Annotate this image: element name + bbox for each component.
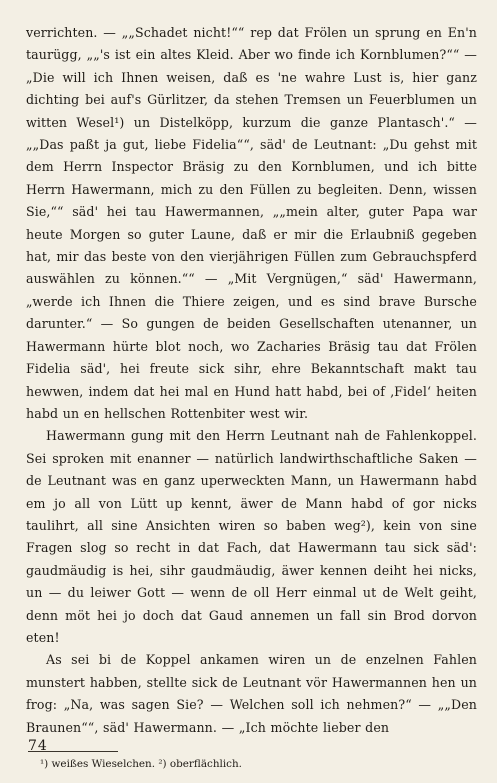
paragraph-3: As sei bi de Koppel ankamen wiren un de enzelnen Fahlen munstert habben, stellte sick de Leutnant vör Hawermannen hen un frog: „Na, was sagen Sie? — Welchen soll ich nehmen?“ — „„Den Braunen““, säd' Hawermann. — „Ich möchte lieber den [26,652,477,735]
page-number: 74 [28,738,48,754]
paragraph-2: Hawermann gung mit den Herrn Leutnant nah de Fahlenkoppel. Sei sproken mit enanner — natürlich landwirthschaftliche Saken — de Leutnant was en ganz uperweckten Mann, un Hawermann habd em jo all von Lütt up kennt, äwer de Mann habd of gor nicks taulihrt, all sine Ansichten wiren so baben weg²), kein von sine Fragen slog so recht in dat Fach, dat Hawermann tau sick säd': gaudmäudig is hei, sihr gaudmäudig, äwer kennen deiht hei nicks, un — du leiwer Gott — wenn de oll Herr einmal ut de Welt geiht, denn möt hei jo doch dat Gaud annemen un fall sin Brod dorvon eten! [26,428,477,645]
footnotes: ¹) weißes Wieselchen. ²) oberflächlich. [40,758,242,770]
paragraph-1: verrichten. — „„Schadet nicht!““ rep dat Frölen un sprung en En'n taurügg, „„'s ist ein altes Kleid. Aber wo finde ich Kornblumen?““ — „Die will ich Ihnen weisen, daß es 'ne wahre Lust is, hier ganz dichting bei auf's Gürlitzer, da stehen Tremsen un Feuerblumen un witten Wesel¹) un Distelköpp, kurzum die ganze Plantasch'.“ — „„Das paßt ja gut, liebe Fidelia““, säd' de Leutnant: „Du gehst mit dem Herrn Inspector Bräsig zu den Kornblumen, und ich bitte Herrn Hawermann, mich zu den Füllen zu begleiten. Denn, wissen Sie,““ säd' hei tau Hawermannen, „„mein alter, guter Papa war heute Morgen so guter Laune, daß er mir die Erlaubniß gegeben hat, mir das beste von den vierjährigen Füllen zum Gebrauchspferd auswählen zu können.““ — „Mit Vergnügen,“ säd' Hawermann, „werde ich Ihnen die Thiere zeigen, und es sind brave Bursche darunter.“ — So gungen de beiden Gesellschaften utenanner, un Hawermann hürte blot noch, wo Zacharies Bräsig tau dat Frölen Fidelia säd', hei freute sick sihr, ehre Bekanntschaft makt tau hewwen, indem dat hei mal en Hund hatt habd, bei of ‚Fidel‘ heiten habd un en hellschen Rottenbiter west wir. [26,25,477,421]
body-text [26,22,477,739]
